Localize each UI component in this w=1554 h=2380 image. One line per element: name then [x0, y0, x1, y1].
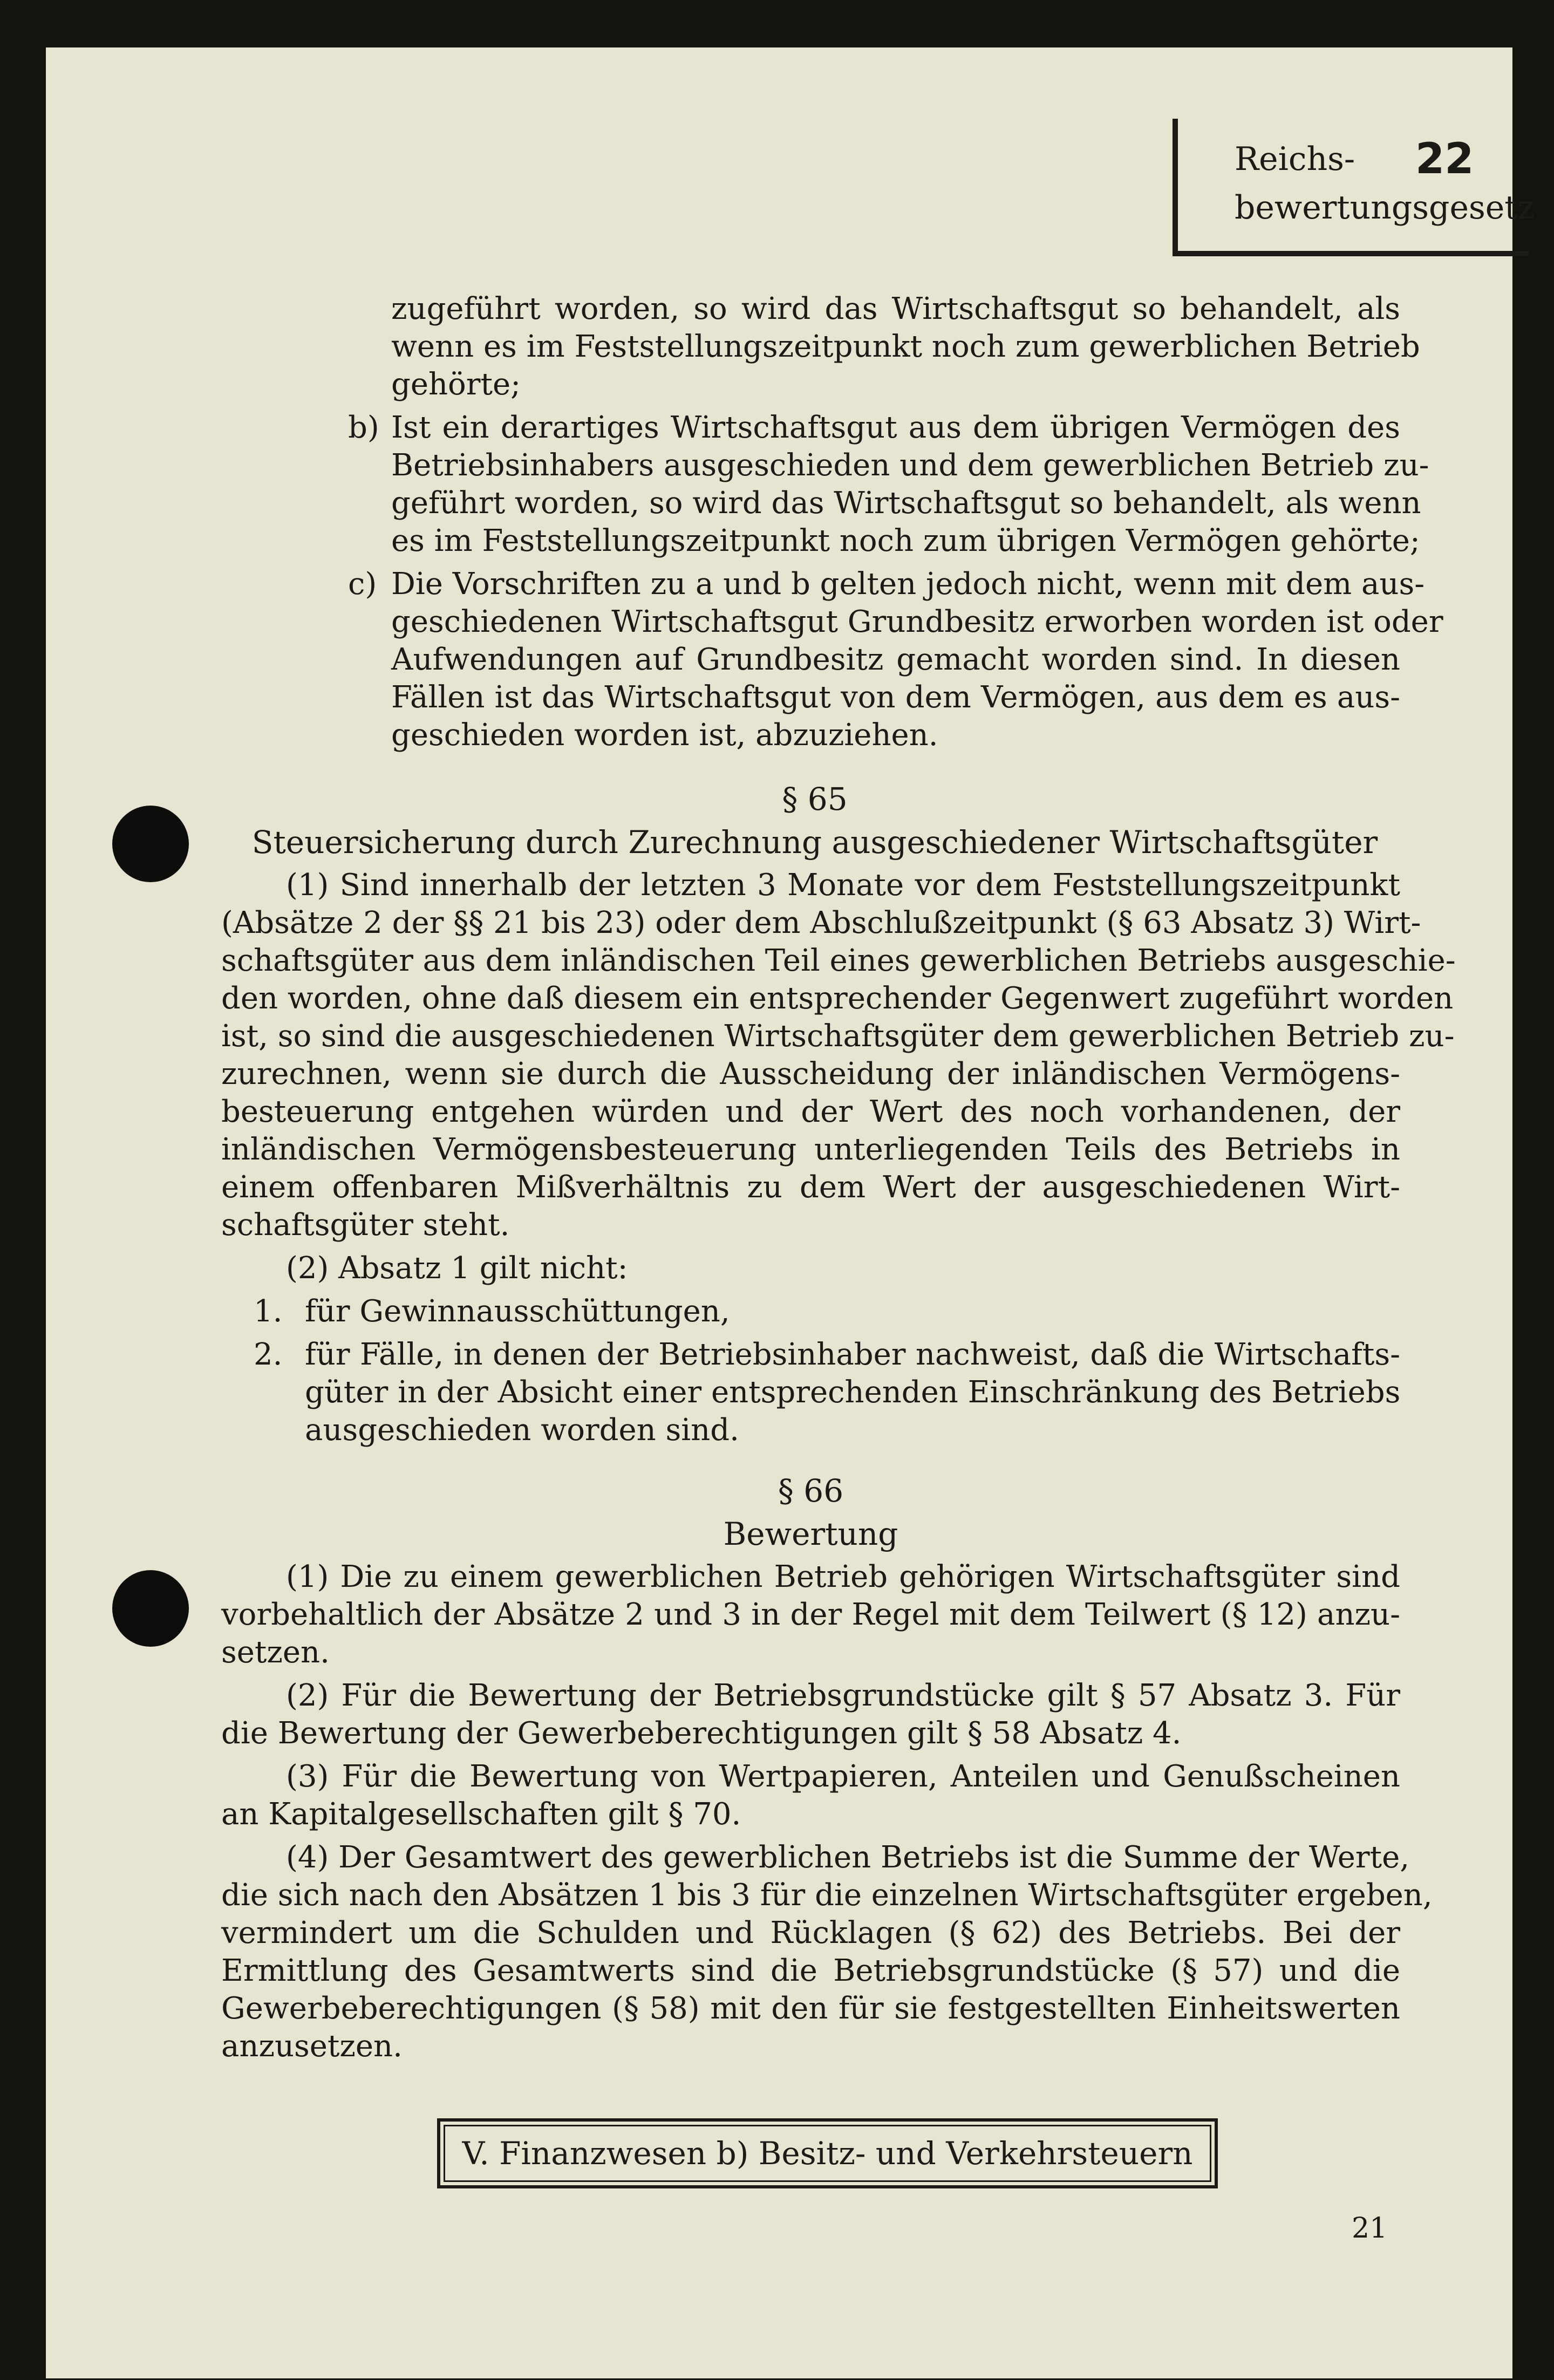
text-line: vermindert um die Schulden und Rücklagen (§ 62) des Betriebs. Bei der [221, 1915, 1400, 1951]
text-line: (3) Für die Bewertung von Wertpapieren, Anteilen und Genußscheinen [286, 1759, 1400, 1794]
text-line: Die Vorschriften zu a und b gelten jedoch nicht, wenn mit dem aus- [391, 567, 1425, 602]
punch-hole-upper [112, 806, 189, 882]
text-line: wenn es im Feststellungszeitpunkt noch zum gewerblichen Betrieb [391, 329, 1420, 364]
text-line: ausgeschieden worden sind. [305, 1413, 739, 1448]
text-line: (2) Absatz 1 gilt nicht: [286, 1251, 628, 1286]
text-line: geschiedenen Wirtschaftsgut Grundbesitz erworben worden ist oder [391, 604, 1443, 639]
item-b-marker: b) [348, 410, 379, 445]
text-line: schaftsgüter aus dem inländischen Teil eines gewerblichen Betriebs ausgeschie- [221, 943, 1456, 978]
section-65-number: § 65 [782, 781, 848, 817]
header-title-line2: bewertungsgesetz [1235, 189, 1535, 227]
section-65-title: Steuersicherung durch Zurechnung ausgeschiedener Wirtschaftsgüter [251, 824, 1378, 861]
text-line: die sich nach den Absätzen 1 bis 3 für die einzelnen Wirtschaftsgüter ergeben, [221, 1878, 1433, 1913]
text-line: gehörte; [391, 367, 521, 402]
text-line: Betriebsinhabers ausgeschieden und dem gewerblichen Betrieb zu- [391, 448, 1429, 483]
text-line: geschieden worden ist, abzuziehen. [391, 718, 938, 753]
section-66-title: Bewertung [723, 1516, 898, 1552]
text-line: an Kapitalgesellschaften gilt § 70. [221, 1797, 741, 1832]
list-marker-1: 1. [254, 1294, 283, 1329]
text-line: setzen. [221, 1635, 330, 1670]
text-line: ist, so sind die ausgeschiedenen Wirtschaftsgüter dem gewerblichen Betrieb zu- [221, 1019, 1455, 1054]
text-line: (1) Die zu einem gewerblichen Betrieb gehörigen Wirtschaftsgüter sind [286, 1559, 1400, 1594]
text-line: Fällen ist das Wirtschaftsgut von dem Vermögen, aus dem es aus- [391, 680, 1400, 715]
section-66-number: § 66 [778, 1472, 844, 1509]
header-box [1173, 119, 1535, 256]
text-line: schaftsgüter steht. [221, 1208, 510, 1243]
text-line: (1) Sind innerhalb der letzten 3 Monate vor dem Feststellungszeitpunkt [286, 868, 1400, 903]
text-line: einem offenbaren Mißverhältnis zu dem Wert der ausgeschiedenen Wirt- [221, 1170, 1400, 1205]
text-line: zugeführt worden, so wird das Wirtschaftsgut so behandelt, als [391, 291, 1400, 326]
document-page [46, 47, 1535, 2378]
text-line: inländischen Vermögensbesteuerung unterliegenden Teils des Betriebs in [221, 1132, 1400, 1167]
text-line: für Fälle, in denen der Betriebsinhaber nachweist, daß die Wirtschafts- [305, 1337, 1400, 1372]
text-line: den worden, ohne daß diesem ein entsprechender Gegenwert zugeführt worden [221, 981, 1454, 1016]
list-item-1: für Gewinnausschüttungen, [305, 1294, 730, 1329]
text-line: es im Feststellungszeitpunkt noch zum übrigen Vermögen gehörte; [391, 523, 1420, 558]
text-line: Ist ein derartiges Wirtschaftsgut aus dem übrigen Vermögen des [391, 410, 1400, 445]
text-line: besteuerung entgehen würden und der Wert des noch vorhandenen, der [221, 1094, 1400, 1129]
text-line: Aufwendungen auf Grundbesitz gemacht worden sind. In diesen [391, 642, 1400, 677]
footer-label: V. Finanzwesen b) Besitz- und Verkehrsteuern [462, 2135, 1193, 2172]
text-line: geführt worden, so wird das Wirtschaftsgut so behandelt, als wenn [391, 486, 1421, 521]
item-c-marker: c) [348, 567, 377, 602]
footer-box [437, 2118, 1218, 2188]
text-line: die Bewertung der Gewerbeberechtigungen gilt § 58 Absatz 4. [221, 1716, 1182, 1751]
text-line: (4) Der Gesamtwert des gewerblichen Betriebs ist die Summe der Werte, [286, 1840, 1410, 1875]
text-line: Gewerbeberechtigungen (§ 58) mit den für sie festgestellten Einheitswerten [221, 1991, 1400, 2026]
text-line: güter in der Absicht einer entsprechenden Einschränkung des Betriebs [305, 1375, 1401, 1410]
list-marker-2: 2. [254, 1337, 283, 1372]
header-title-line1: Reichs- [1235, 140, 1355, 178]
text-line: anzusetzen. [221, 2029, 403, 2064]
text-line: (Absätze 2 der §§ 21 bis 23) oder dem Abschlußzeitpunkt (§ 63 Absatz 3) Wirt- [221, 905, 1421, 940]
page-number: 21 [1352, 2212, 1388, 2245]
header-number: 22 [1415, 135, 1474, 183]
text-line: vorbehaltlich der Absätze 2 und 3 in der Regel mit dem Teilwert (§ 12) anzu- [221, 1597, 1400, 1632]
text-line: (2) Für die Bewertung der Betriebsgrundstücke gilt § 57 Absatz 3. Für [286, 1678, 1400, 1713]
text-line: Ermittlung des Gesamtwerts sind die Betriebsgrundstücke (§ 57) und die [221, 1953, 1400, 1988]
punch-hole-lower [112, 1570, 189, 1647]
text-line: zurechnen, wenn sie durch die Ausscheidung der inländischen Vermögens- [221, 1056, 1400, 1092]
